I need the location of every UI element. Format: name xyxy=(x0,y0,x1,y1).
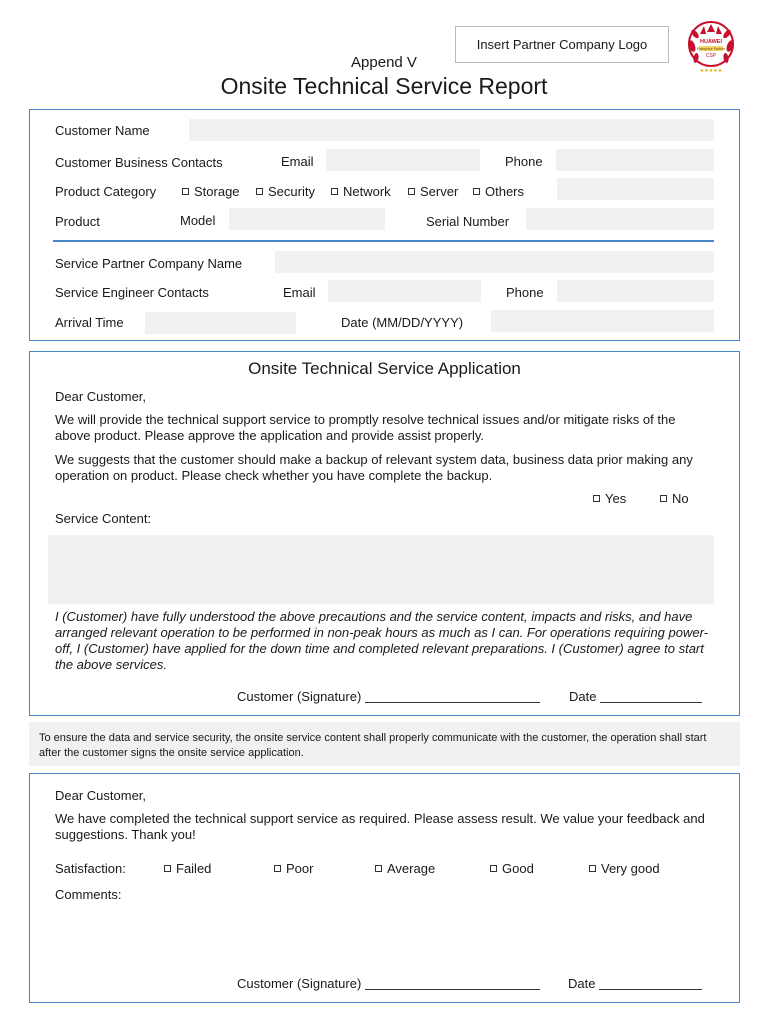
customer-name-label: Customer Name xyxy=(55,123,150,138)
checkbox-icon xyxy=(473,188,480,195)
checkbox-icon xyxy=(375,865,382,872)
checkbox-icon xyxy=(164,865,171,872)
application-date-row xyxy=(569,689,702,704)
category-network-checkbox[interactable] xyxy=(331,184,391,199)
satisfaction-label: Satisfaction: xyxy=(55,861,126,876)
checkbox-icon xyxy=(182,188,189,195)
completion-greeting: Dear Customer, xyxy=(55,788,147,803)
consent-statement: I (Customer) have fully understood the above precautions and the service content, impacts and risks, and have arranged relevant operation to be performed in non-peak hours as much as I can. For operations requiring power-off, I (Customer) have applied for the down time and completed relevant preparations. I (Customer) agree to start the above services. xyxy=(55,609,709,672)
category-others-field[interactable] xyxy=(557,178,714,200)
model-label: Model xyxy=(180,213,216,228)
rating-poor-label: Poor xyxy=(286,861,314,876)
application-para-1: We will provide the technical support service to promptly resolve technical issues and/or mitigate risks of the above product. Please approve the application and provide assist properly. xyxy=(55,412,676,443)
comments-label: Comments: xyxy=(55,887,122,902)
category-network-label: Network xyxy=(343,184,391,199)
completion-box xyxy=(29,773,740,1003)
badge-code-text: CSP xyxy=(705,53,717,59)
rating-average-label: Average xyxy=(387,861,436,876)
arrival-date-field[interactable] xyxy=(491,310,714,332)
service-content-label: Service Content: xyxy=(55,511,152,526)
engineer-phone-label: Phone xyxy=(506,285,544,300)
completion-signature-line[interactable] xyxy=(365,989,540,990)
completion-signature-label: Customer (Signature) xyxy=(237,976,362,991)
engineer-contacts-label: Service Engineer Contacts xyxy=(55,285,209,300)
product-category-label: Product Category xyxy=(55,184,157,199)
rating-failed-checkbox[interactable] xyxy=(164,861,211,876)
application-para-2: We suggests that the customer should make a backup of relevant system data, business data prior making any operation on product. Please check whether you have complete the backup. xyxy=(55,452,693,483)
rating-poor-checkbox[interactable] xyxy=(274,861,313,876)
model-field[interactable] xyxy=(229,208,385,230)
rating-good-label: Good xyxy=(502,861,534,876)
application-signature-label: Customer (Signature) xyxy=(237,689,362,704)
category-server-checkbox[interactable] xyxy=(408,184,458,199)
badge-sub-text: Enterprise Partner xyxy=(696,47,726,51)
backup-no-label: No xyxy=(672,491,689,506)
completion-date-line[interactable] xyxy=(599,989,702,990)
serial-number-label: Serial Number xyxy=(426,214,510,229)
rating-very-good-label: Very good xyxy=(601,861,660,876)
category-others-checkbox[interactable] xyxy=(473,184,524,199)
checkbox-icon xyxy=(274,865,281,872)
security-notice: To ensure the data and service security, the onsite service content shall properly communicate with the customer, the operation shall start after the customer signs the onsite service application. xyxy=(29,722,740,766)
customer-email-label: Email xyxy=(281,154,314,169)
checkbox-icon xyxy=(256,188,263,195)
completion-signature-row xyxy=(237,976,540,991)
page-title: Onsite Technical Service Report xyxy=(220,73,548,99)
rating-good-checkbox[interactable] xyxy=(490,861,534,876)
checkbox-icon xyxy=(593,495,600,502)
customer-phone-field[interactable] xyxy=(556,149,714,171)
backup-yes-label: Yes xyxy=(605,491,627,506)
category-security-checkbox[interactable] xyxy=(256,184,315,199)
customer-email-field[interactable] xyxy=(326,149,480,171)
partner-company-field[interactable] xyxy=(275,251,714,273)
arrival-date-label: Date (MM/DD/YYYY) xyxy=(341,315,464,330)
engineer-email-label: Email xyxy=(283,285,316,300)
backup-yes-checkbox[interactable] xyxy=(593,491,626,506)
customer-phone-label: Phone xyxy=(505,154,543,169)
engineer-email-field[interactable] xyxy=(328,280,481,302)
completion-date-row xyxy=(568,976,702,991)
checkbox-icon xyxy=(490,865,497,872)
application-signature-row xyxy=(237,689,540,704)
application-date-line[interactable] xyxy=(600,702,702,703)
serial-number-field[interactable] xyxy=(526,208,714,230)
partner-company-label: Service Partner Company Name xyxy=(55,256,243,271)
arrival-time-label: Arrival Time xyxy=(55,315,124,330)
checkbox-icon xyxy=(589,865,596,872)
application-date-label: Date xyxy=(569,689,597,704)
checkbox-icon xyxy=(660,495,667,502)
checkbox-icon xyxy=(408,188,415,195)
application-greeting: Dear Customer, xyxy=(55,389,147,404)
badge-brand-text: HUAWEI xyxy=(700,39,722,45)
svg-text:★★★★★: ★★★★★ xyxy=(699,68,723,74)
category-storage-checkbox[interactable] xyxy=(182,184,240,199)
application-title: Onsite Technical Service Application xyxy=(248,359,521,378)
append-label: Append V xyxy=(351,54,417,71)
rating-failed-label: Failed xyxy=(176,861,212,876)
completion-para: We have completed the technical support service as required. Please assess result. We value your feedback and suggestions. Thank you! xyxy=(55,811,705,842)
engineer-phone-field[interactable] xyxy=(557,280,714,302)
rating-average-checkbox[interactable] xyxy=(375,861,435,876)
category-storage-label: Storage xyxy=(194,184,240,199)
category-others-label: Others xyxy=(485,184,525,199)
arrival-time-field[interactable] xyxy=(145,312,296,334)
category-security-label: Security xyxy=(268,184,315,199)
service-content-field[interactable] xyxy=(48,535,714,604)
application-signature-line[interactable] xyxy=(365,702,540,703)
comments-area[interactable] xyxy=(55,905,714,965)
backup-no-checkbox[interactable] xyxy=(660,491,689,506)
category-server-label: Server xyxy=(420,184,459,199)
checkbox-icon xyxy=(331,188,338,195)
rating-very-good-checkbox[interactable] xyxy=(589,861,660,876)
section-divider xyxy=(53,240,714,242)
customer-name-field[interactable] xyxy=(189,119,714,141)
product-label: Product xyxy=(55,214,100,229)
partner-logo-placeholder: Insert Partner Company Logo xyxy=(455,26,669,63)
business-contacts-label: Customer Business Contacts xyxy=(55,155,223,170)
completion-date-label: Date xyxy=(568,976,596,991)
